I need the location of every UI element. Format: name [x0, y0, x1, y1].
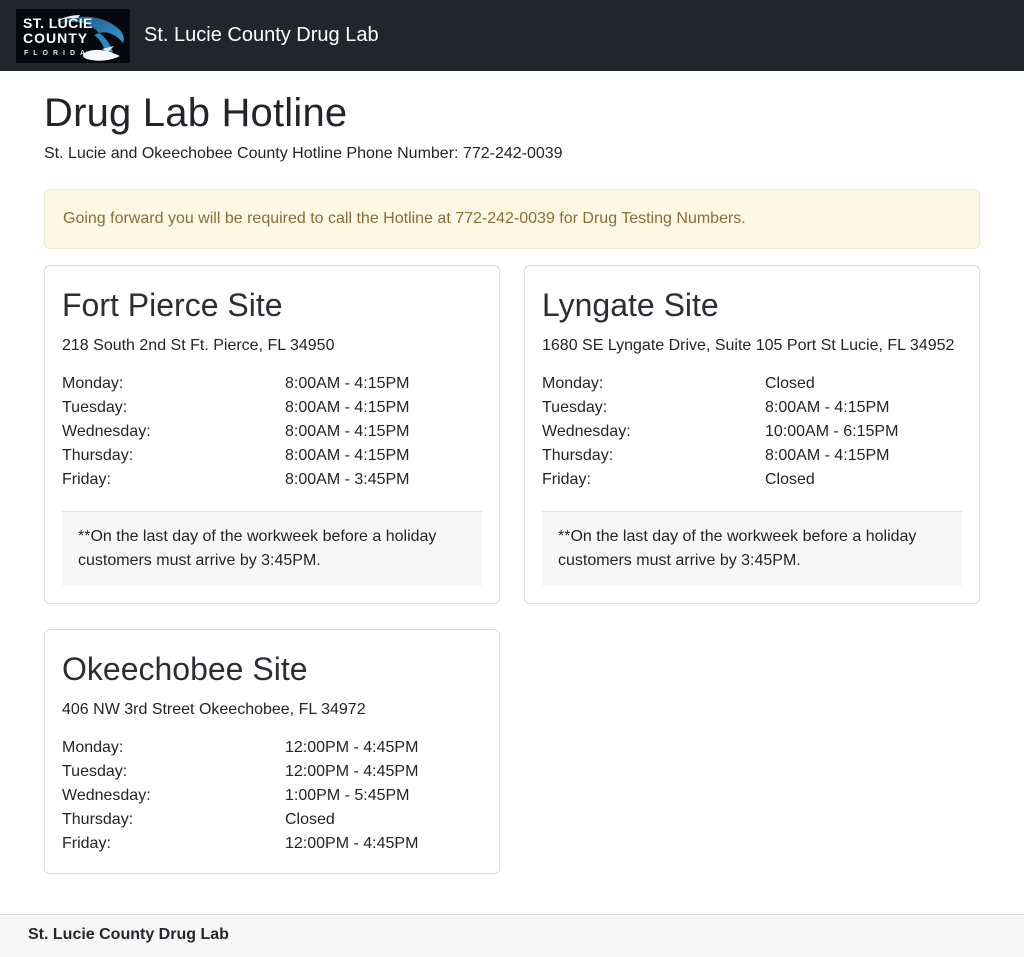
county-logo[interactable]	[16, 9, 130, 63]
logo-text-line1: ST. LUCIE	[23, 14, 93, 31]
day-label: Tuesday:	[542, 399, 608, 416]
site-address: 218 South 2nd St Ft. Pierce, FL 34950	[62, 337, 335, 354]
hours-row	[542, 372, 962, 396]
hours-row	[62, 468, 482, 492]
hotline-phone-text: St. Lucie and Okeechobee County Hotline Phone Number: 772-242-0039	[44, 145, 563, 162]
time-value: 12:00PM - 4:45PM	[285, 835, 419, 852]
page-footer	[0, 914, 1024, 957]
hours-row	[62, 832, 482, 856]
time-value: 8:00AM - 4:15PM	[765, 399, 890, 416]
site-address: 1680 SE Lyngate Drive, Suite 105 Port St Lucie, FL 34952	[542, 337, 955, 354]
day-label: Monday:	[62, 739, 124, 756]
day-label: Friday:	[62, 471, 111, 488]
hours-row	[62, 736, 482, 760]
time-value: Closed	[765, 375, 815, 392]
day-label: Thursday:	[62, 811, 134, 828]
site-name: Lyngate Site	[542, 287, 719, 323]
hours-row	[542, 444, 962, 468]
site-name: Fort Pierce Site	[62, 287, 283, 323]
time-value: 8:00AM - 4:15PM	[285, 447, 410, 464]
warning-alert: Going forward you will be required to call the Hotline at 772-242-0039 for Drug Testing Numbers.	[44, 189, 980, 249]
time-value: 8:00AM - 4:15PM	[765, 447, 890, 464]
day-label: Thursday:	[62, 447, 134, 464]
day-label: Wednesday:	[62, 787, 151, 804]
hours-list	[542, 372, 962, 492]
site-card-okeechobee	[44, 629, 500, 874]
time-value: 8:00AM - 4:15PM	[285, 375, 410, 392]
hours-row	[62, 444, 482, 468]
day-label: Friday:	[542, 471, 591, 488]
site-card-lyngate	[524, 265, 980, 604]
hours-row	[542, 420, 962, 444]
site-card-fort-pierce	[44, 265, 500, 604]
time-value: 1:00PM - 5:45PM	[285, 787, 410, 804]
day-label: Tuesday:	[62, 763, 128, 780]
holiday-note: **On the last day of the workweek before a holiday customers must arrive by 3:45PM.	[62, 511, 482, 586]
hours-list	[62, 372, 482, 492]
holiday-note: **On the last day of the workweek before a holiday customers must arrive by 3:45PM.	[542, 511, 962, 586]
hours-row	[62, 396, 482, 420]
footer-text: St. Lucie County Drug Lab	[28, 926, 229, 943]
time-value: Closed	[285, 811, 335, 828]
hours-row	[62, 784, 482, 808]
time-value: 10:00AM - 6:15PM	[765, 423, 899, 440]
day-label: Wednesday:	[62, 423, 151, 440]
time-value: 12:00PM - 4:45PM	[285, 739, 419, 756]
navbar-brand[interactable]: St. Lucie County Drug Lab	[144, 24, 379, 46]
page-title: Drug Lab Hotline	[44, 91, 348, 135]
hours-row	[542, 396, 962, 420]
main-content	[0, 71, 1024, 914]
site-address: 406 NW 3rd Street Okeechobee, FL 34972	[62, 701, 366, 718]
site-name: Okeechobee Site	[62, 651, 308, 687]
logo-text-line2: COUNTY	[23, 29, 89, 46]
hours-row	[62, 808, 482, 832]
day-label: Monday:	[62, 375, 124, 392]
day-label: Monday:	[542, 375, 604, 392]
day-label: Friday:	[62, 835, 111, 852]
navbar	[0, 0, 1024, 71]
hours-list	[62, 736, 482, 856]
time-value: 8:00AM - 4:15PM	[285, 399, 410, 416]
hours-row	[62, 760, 482, 784]
logo-text-line3: FLORIDA	[24, 49, 91, 57]
hours-row	[62, 372, 482, 396]
site-cards-grid	[44, 265, 980, 874]
day-label: Wednesday:	[542, 423, 631, 440]
hours-row	[542, 468, 962, 492]
day-label: Tuesday:	[62, 399, 128, 416]
time-value: 8:00AM - 3:45PM	[285, 471, 410, 488]
time-value: Closed	[765, 471, 815, 488]
time-value: 8:00AM - 4:15PM	[285, 423, 410, 440]
day-label: Thursday:	[542, 447, 614, 464]
hours-row	[62, 420, 482, 444]
time-value: 12:00PM - 4:45PM	[285, 763, 419, 780]
